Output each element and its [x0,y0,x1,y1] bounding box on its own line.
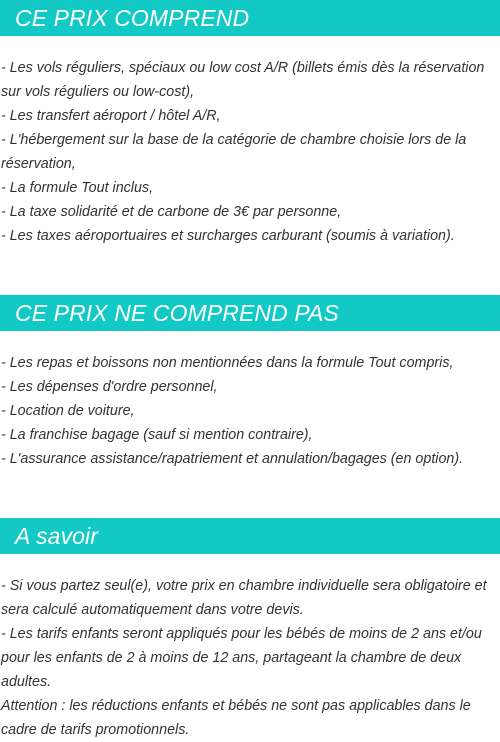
list-item: Attention : les réductions enfants et bébés ne sont pas applicables dans le cadre de tarifs promotionnels. [1,698,471,738]
section-title: CE PRIX COMPREND [15,4,250,31]
list-item: - La formule Tout inclus, [1,180,154,196]
section-price-excludes [0,295,500,471]
section-good-to-know [0,518,500,742]
section-header [0,295,500,331]
section-header [0,518,500,554]
list-item: - L'hébergement sur la base de la catégorie de chambre choisie lors de la réservation, [1,132,467,172]
list-item: - Si vous partez seul(e), votre prix en chambre individuelle sera obligatoire et sera calculé automatiquement dans votre devis. [1,578,487,618]
section-header [0,0,500,36]
list-item: - La taxe solidarité et de carbone de 3€ par personne, [1,204,342,220]
list-item: - La franchise bagage (sauf si mention contraire), [1,427,313,443]
list-item: - Location de voiture, [1,403,135,419]
list-item: - L'assurance assistance/rapatriement et annulation/bagages (en option). [1,451,464,467]
section-title: CE PRIX NE COMPREND PAS [15,299,339,326]
list-item: - Les transfert aéroport / hôtel A/R, [1,108,221,124]
section-title: A savoir [15,522,99,549]
section-price-includes [0,0,500,248]
section-body [0,351,500,471]
section-body [0,574,500,742]
list-item: - Les repas et boissons non mentionnées dans la formule Tout compris, [1,355,454,371]
list-item: - Les taxes aéroportuaires et surcharges carburant (soumis à variation). [1,228,455,244]
list-item: - Les dépenses d'ordre personnel, [1,379,218,395]
section-body [0,56,500,248]
list-item: - Les tarifs enfants seront appliqués pour les bébés de moins de 2 ans et/ou pour les enfants de 2 à moins de 12 ans, partageant la chambre de deux adultes. [1,626,482,690]
list-item: - Les vols réguliers, spéciaux ou low cost A/R (billets émis dès la réservation sur vols réguliers ou low-cost), [1,60,485,100]
